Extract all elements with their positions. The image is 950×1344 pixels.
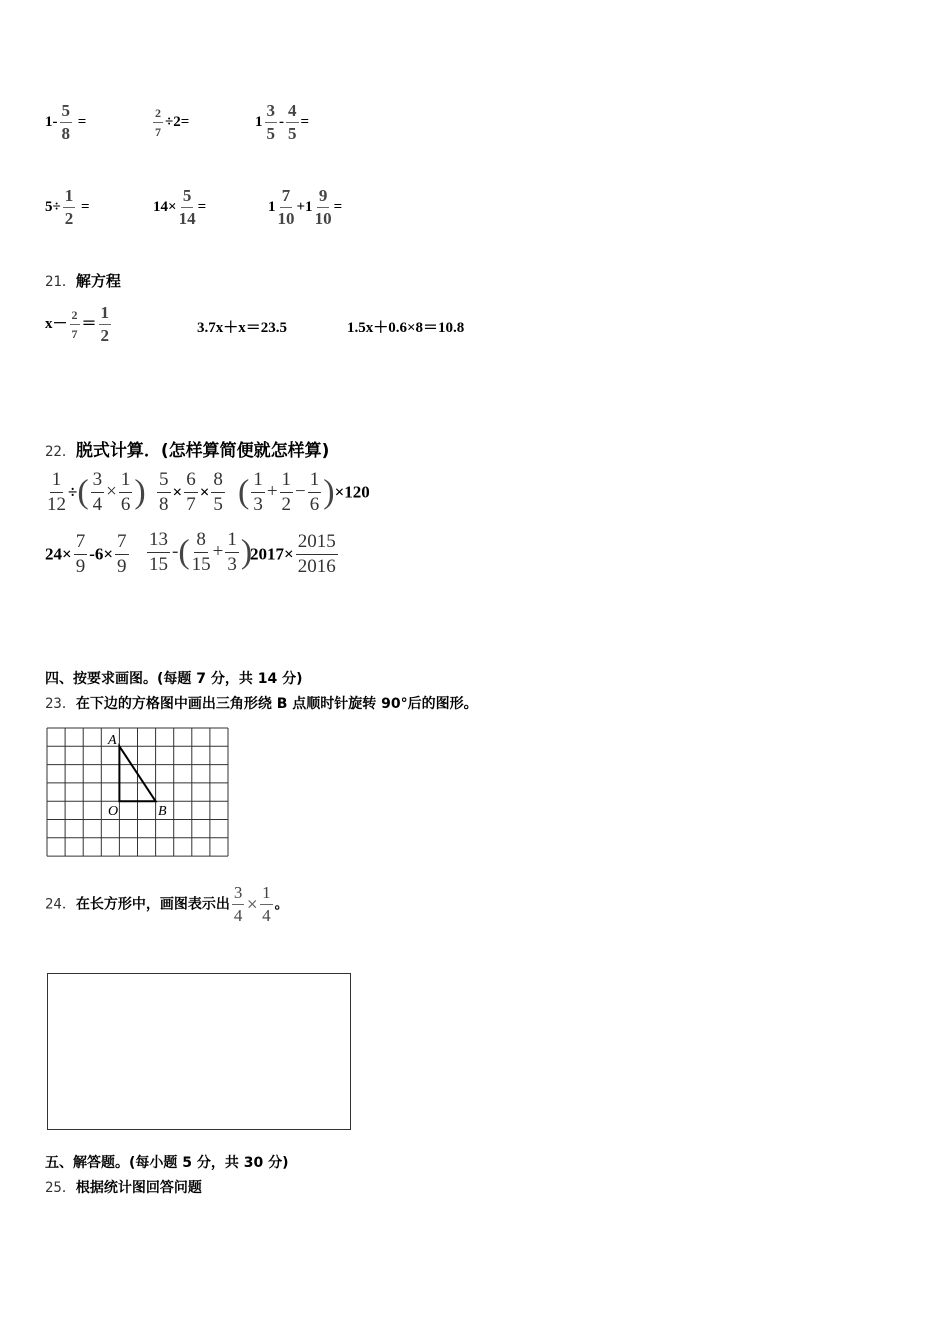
q22-expr-4: 24× $\frac{7}{9}$ -6× $\frac{7}{9}$: [45, 531, 127, 577]
label-A: A: [108, 733, 117, 748]
oral-item-3: 1 $\frac{3}{5}$ - $\frac{4}{5}$ =: [255, 101, 310, 143]
oral-item-5: 14× $\frac{5}{14}$ =: [153, 186, 207, 228]
q23-text: 23．在下边的方格图中画出三角形绕 B 点顺时针旋转 90°后的图形。: [45, 696, 478, 712]
label-O: O: [108, 804, 119, 819]
q21-equation-2: 3.7x＋x＝23.5: [197, 320, 288, 336]
q25-text: 25．根据统计图回答问题: [45, 1180, 202, 1196]
q24-text: 24．在长方形中，画图表示出 $\frac{3}{4}$ × $\frac{1}{4}$ 。: [45, 883, 289, 925]
oral-item-6: 1 $\frac{7}{10}$ +1 $\frac{9}{10}$ =: [268, 186, 343, 228]
oral-item-4: 5÷ $\frac{1}{2}$ =: [45, 186, 90, 228]
q22-expr-1: $\frac{1}{12}$ ÷( $\frac{3}{4}$ × $\frac{1}{6}$ ): [47, 469, 146, 515]
oral-item-1: 1- $\frac{5}{8}$ =: [45, 101, 87, 143]
q22-expr-5: $\frac{13}{15}$ -( $\frac{8}{15}$ + $\frac{1}{3}$ ): [149, 529, 253, 575]
label-B: B: [158, 804, 167, 819]
drawing-rectangle[interactable]: [47, 973, 351, 1130]
section-5-heading: 五、解答题。(每小题 5 分，共 30 分): [45, 1155, 289, 1171]
oral-item-2: $\frac{2}{7}$ ÷2=: [155, 106, 190, 139]
q22-expr-2: $\frac{5}{8}$ × $\frac{6}{7}$ × $\frac{8}{5}$: [159, 469, 223, 515]
q22-expr-3: ( $\frac{1}{3}$ + $\frac{1}{2}$ − $\frac{1}{6}$ )×120: [238, 469, 370, 515]
q22-heading: 22．脱式计算．(怎样算简便就怎样算): [45, 441, 330, 461]
q21-heading: 21．解方程: [45, 272, 121, 290]
q21-equation-1: x－ $\frac{2}{7}$ ＝ $\frac{1}{2}$: [45, 303, 110, 345]
q22-expr-6: 2017× $\frac{2015}{2016}$: [250, 531, 336, 577]
grid-figure: [40, 720, 240, 865]
section-4-heading: 四、按要求画图。(每题 7 分，共 14 分): [45, 671, 303, 687]
q21-equation-3: 1.5x＋0.6×8＝10.8: [347, 320, 465, 336]
